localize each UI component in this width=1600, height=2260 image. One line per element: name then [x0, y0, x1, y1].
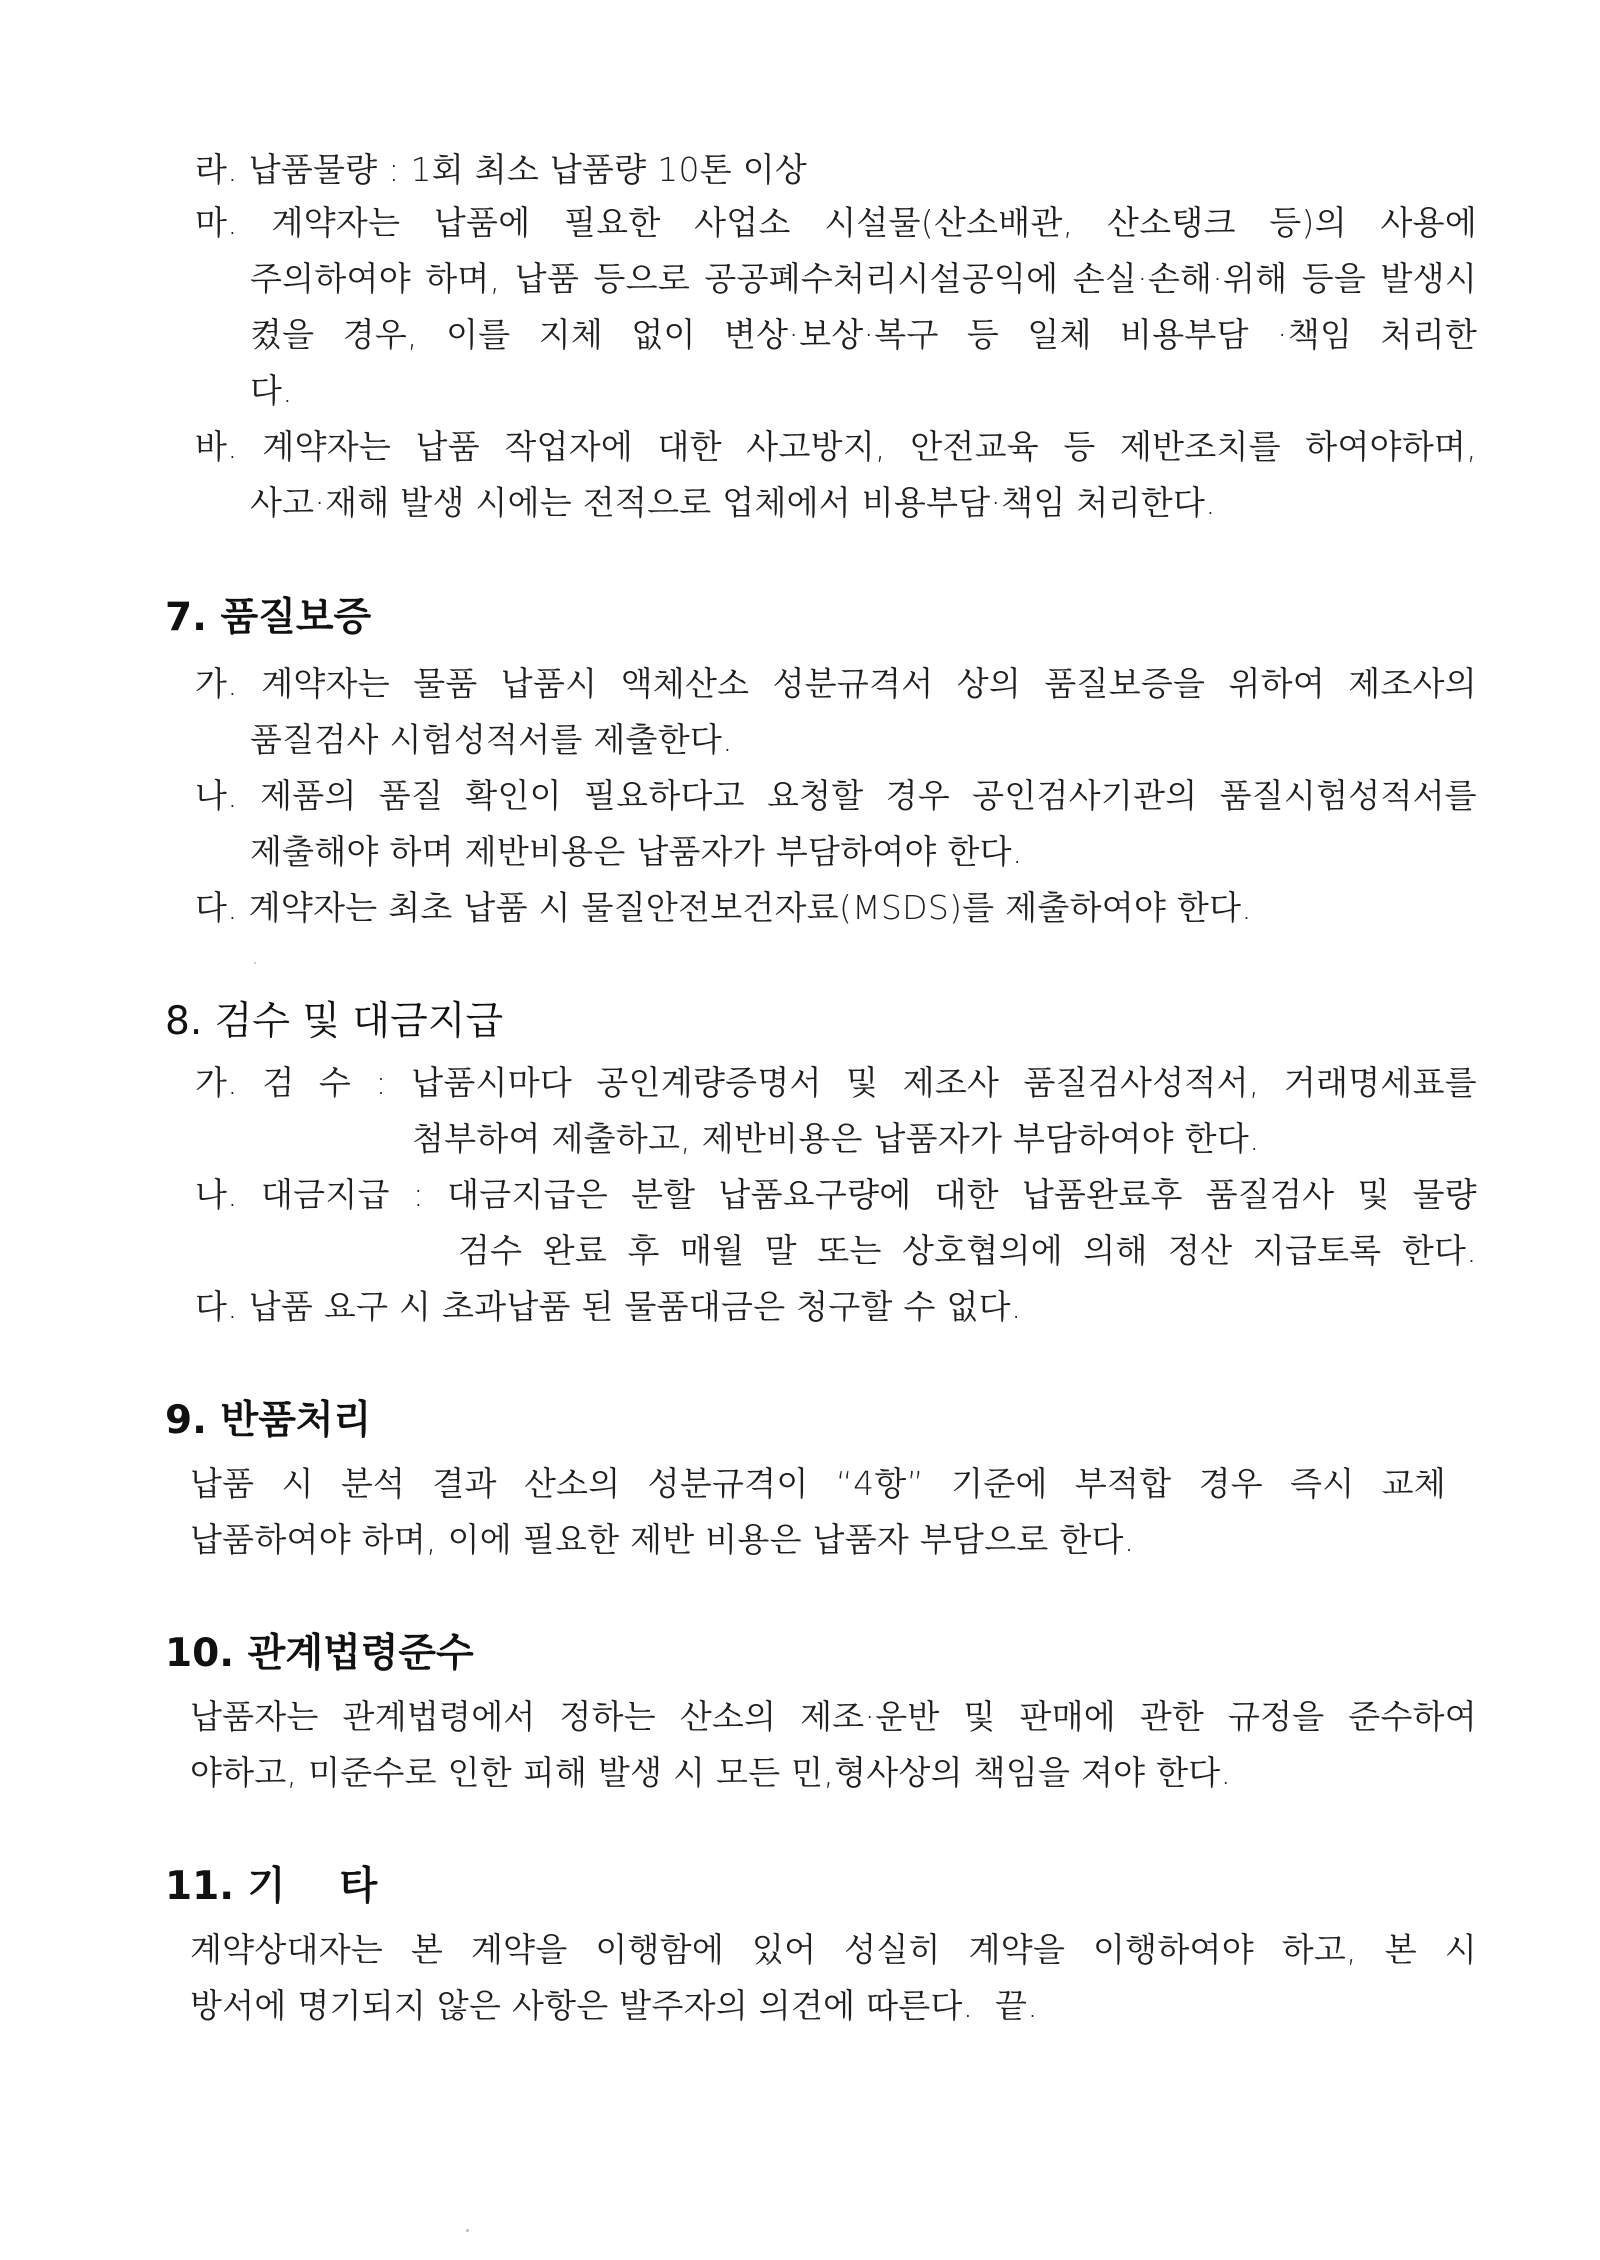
item-da: 다. 납품 요구 시 초과납품 된 물품대금은 청구할 수 없다. [195, 1287, 1022, 1326]
item-na-line-2: 제출해야 하며 제반비용은 납품자가 부담하여야 한다. [250, 832, 1023, 871]
section-7-title: 7. 품질보증 [165, 595, 372, 640]
item-ga-line-1: 가. 계약자는 물품 납품시 액체산소 성분규격서 상의 품질보증을 위하여 제조사의 [195, 664, 1477, 703]
item-da: 다. 계약자는 최초 납품 시 물질안전보건자료(MSDS)를 제출하여야 한다. [195, 888, 1253, 927]
item-ga-line-1: 가. 검 수 : 납품시마다 공인계량증명서 및 제조사 품질검사성적서, 거래명세표를 [195, 1063, 1477, 1102]
section-10-line-2: 야하고, 미준수로 인한 피해 발생 시 모든 민,형사상의 책임을 져야 한다. [190, 1753, 1232, 1792]
item-ma-line-4: 다. [250, 371, 293, 410]
section-8-title: 8. 검수 및 대금지급 [165, 999, 504, 1044]
section-9-line-2: 납품하여야 하며, 이에 필요한 제반 비용은 납품자 부담으로 한다. [190, 1520, 1135, 1559]
item-ga-line-2: 첨부하여 제출하고, 제반비용은 납품자가 부담하여야 한다. [412, 1119, 1260, 1158]
section-10-line-1: 납품자는 관계법령에서 정하는 산소의 제조·운반 및 판매에 관한 규정을 준수하여 [190, 1697, 1477, 1736]
section-9-line-1: 납품 시 분석 결과 산소의 성분규격이 “4항” 기준에 부적합 경우 즉시 교체 [190, 1464, 1446, 1503]
item-ga-line-2: 품질검사 시험성적서를 제출한다. [250, 720, 733, 759]
item-ra: 라. 납품물량 : 1회 최소 납품량 10톤 이상 [195, 150, 808, 189]
section-11-line-1: 계약상대자는 본 계약을 이행함에 있어 성실히 계약을 이행하여야 하고, 본 시 [190, 1930, 1477, 1969]
item-ma-line-1: 마. 계약자는 납품에 필요한 사업소 시설물(산소배관, 산소탱크 등)의 사용에 [195, 203, 1477, 242]
section-11-line-2: 방서에 명기되지 않은 사항은 발주자의 의견에 따른다. 끝. [190, 1986, 1038, 2025]
item-ma-line-3: 켰을 경우, 이를 지체 없이 변상·보상·복구 등 일체 비용부담 ·책임 처리한 [250, 315, 1477, 354]
section-10-title: 10. 관계법령준수 [165, 1631, 474, 1676]
section-11-title: 11. 기 타 [165, 1864, 378, 1909]
item-na-line-1: 나. 제품의 품질 확인이 필요하다고 요청할 경우 공인검사기관의 품질시험성적서를 [195, 776, 1477, 815]
scan-speck [254, 962, 256, 964]
item-na-line-1: 나. 대금지급 : 대금지급은 분할 납품요구량에 대한 납품완료후 품질검사 및 물량 [195, 1175, 1477, 1214]
item-ba-line-1: 바. 계약자는 납품 작업자에 대한 사고방지, 안전교육 등 제반조치를 하여야하며, [195, 427, 1477, 466]
section-9-title: 9. 반품처리 [165, 1398, 372, 1443]
item-na-line-2: 검수 완료 후 매월 말 또는 상호협의에 의해 정산 지급토록 한다. [458, 1231, 1477, 1270]
item-ba-line-2: 사고·재해 발생 시에는 전적으로 업체에서 비용부담·책임 처리한다. [250, 483, 1216, 522]
item-ma-line-2: 주의하여야 하며, 납품 등으로 공공폐수처리시설공익에 손실·손해·위해 등을 발생시 [250, 259, 1477, 298]
scan-speck [466, 2229, 469, 2232]
